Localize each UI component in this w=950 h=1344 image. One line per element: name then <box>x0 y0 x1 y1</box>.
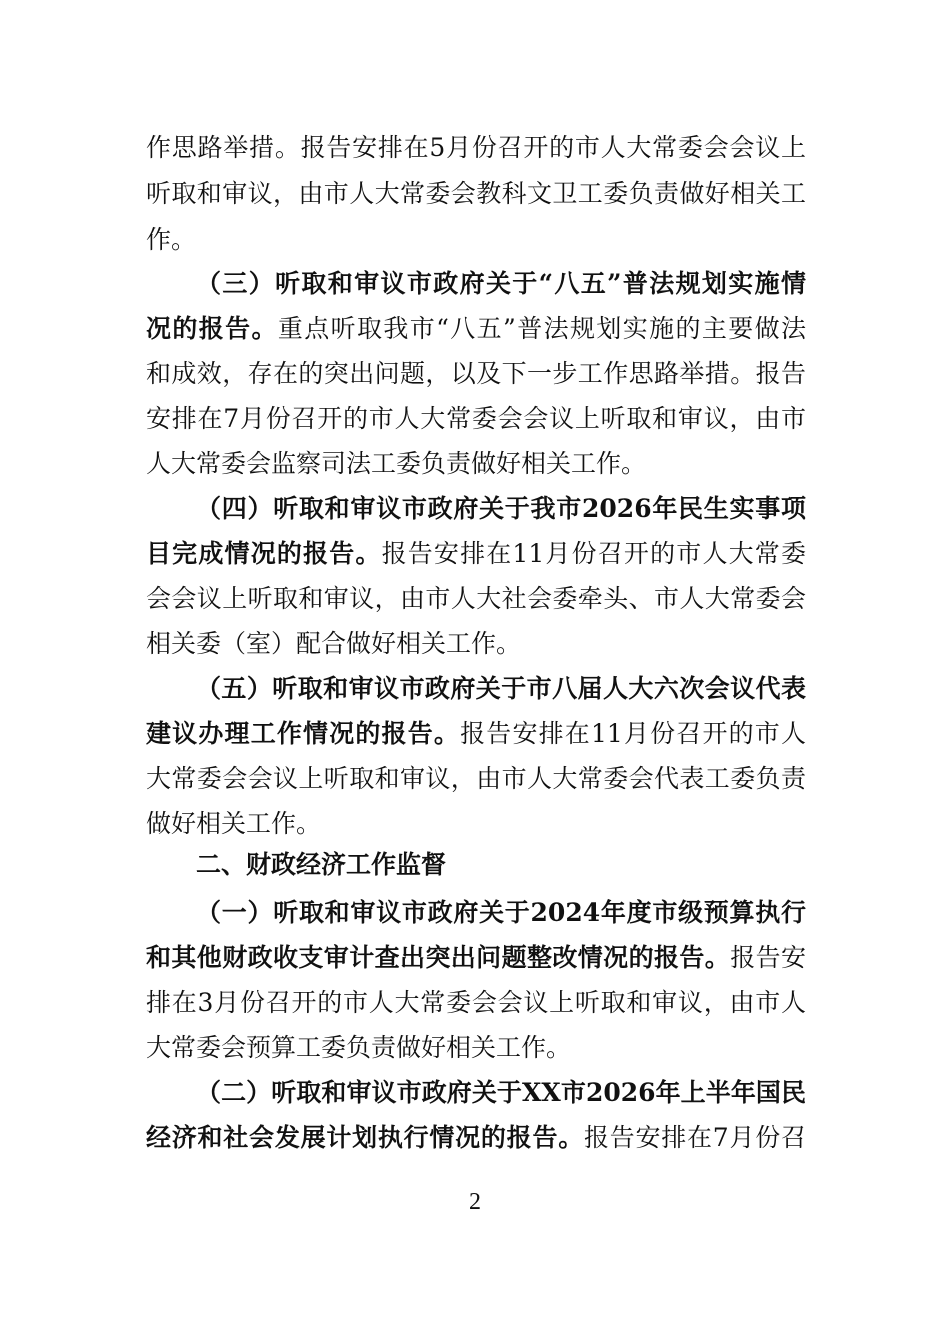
text-line: 和成效，存在的突出问题，以及下一步工作思路举措。报告 <box>146 359 806 388</box>
text-line: 人大常委会监察司法工委负责做好相关工作。 <box>146 449 647 478</box>
item-heading-line: （一）听取和审议市政府关于2024年度市级预算执行 <box>196 898 806 927</box>
item-heading-tail: 况的报告。 <box>146 314 278 343</box>
text-segment: 重点听取我市“八五”普法规划实施的主要做法 <box>277 314 806 343</box>
text-line: 大常委会预算工委负责做好相关工作。 <box>146 1033 572 1062</box>
text-line <box>146 714 806 754</box>
item-heading-line: （三）听取和审议市政府关于“八五”普法规划实施情 <box>196 269 806 298</box>
text-line: 排在3月份召开的市人大常委会会议上听取和审议，由市人 <box>146 988 806 1017</box>
text-segment: 报告安排在7月份召 <box>583 1123 806 1152</box>
item-heading-tail: 经济和社会发展计划执行情况的报告。 <box>146 1123 584 1152</box>
text-line: 大常委会会议上听取和审议，由市人大常委会代表工委负责 <box>146 764 806 793</box>
text-segment: 报告安排在11月份召开的市人大常委 <box>381 539 806 568</box>
item-heading-tail: 目完成情况的报告。 <box>146 539 382 568</box>
text-line: 相关委（室）配合做好相关工作。 <box>146 629 522 658</box>
section-heading: 二、财政经济工作监督 <box>196 850 447 879</box>
text-line <box>146 1118 806 1158</box>
text-line: 安排在7月份召开的市人大常委会会议上听取和审议，由市 <box>146 404 806 433</box>
item-heading-tail: 建议办理工作情况的报告。 <box>146 719 461 748</box>
item-heading-line: （二）听取和审议市政府关于XX市2026年上半年国民 <box>196 1078 806 1107</box>
text-line <box>146 309 806 349</box>
text-line: 作。 <box>146 225 197 254</box>
page-number: 2 <box>469 1189 481 1215</box>
text-segment: 报告安排在11月份召开的市人 <box>460 719 806 748</box>
item-heading-line: （四）听取和审议市政府关于我市2026年民生实事项 <box>196 494 806 523</box>
text-segment: 报告安 <box>730 943 806 972</box>
item-heading-tail: 和其他财政收支审计查出突出问题整改情况的报告。 <box>146 943 731 972</box>
text-line: 会会议上听取和审议，由市人大社会委牵头、市人大常委会 <box>146 584 806 613</box>
text-line <box>146 938 806 978</box>
text-line <box>146 534 806 574</box>
text-line: 做好相关工作。 <box>146 809 322 838</box>
text-line: 作思路举措。报告安排在5月份召开的市人大常委会会议上 <box>146 133 806 162</box>
item-heading-line: （五）听取和审议市政府关于市八届人大六次会议代表 <box>196 674 806 703</box>
text-line: 听取和审议，由市人大常委会教科文卫工委负责做好相关工 <box>146 179 806 208</box>
